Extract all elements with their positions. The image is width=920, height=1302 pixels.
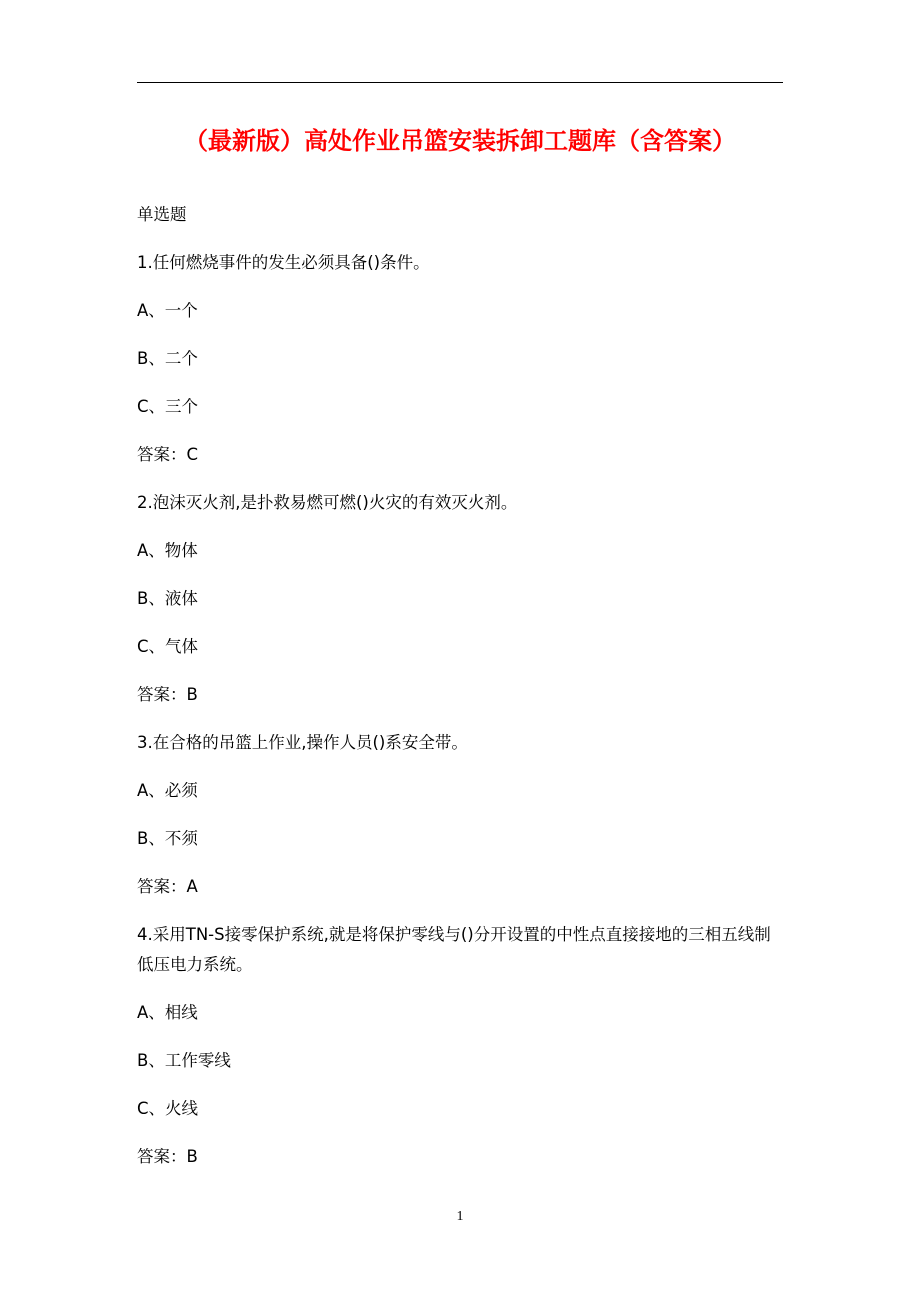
question-text: 3.在合格的吊篮上作业,操作人员()系安全带。 bbox=[137, 733, 468, 752]
question-text: 4.采用TN-S接零保护系统,就是将保护零线与()分开设置的中性点直接接地的三相五线制低压电力系统。 bbox=[137, 925, 771, 974]
answer: 答案：B bbox=[137, 1147, 198, 1166]
option: A、一个 bbox=[137, 301, 198, 320]
option: A、必须 bbox=[137, 781, 198, 800]
question-list bbox=[137, 203, 785, 1193]
header-rule bbox=[137, 82, 783, 83]
question-text: 2.泡沫灭火剂,是扑救易燃可燃()火灾的有效灭火剂。 bbox=[137, 493, 518, 512]
option: B、二个 bbox=[137, 349, 198, 368]
document-title: （最新版）高处作业吊篮安装拆卸工题库（含答案） bbox=[184, 127, 736, 155]
option: B、液体 bbox=[137, 589, 198, 608]
option: B、不须 bbox=[137, 829, 198, 848]
page-number: 1 bbox=[456, 1209, 464, 1224]
section-label: 单选题 bbox=[137, 205, 187, 224]
option: C、三个 bbox=[137, 397, 199, 416]
option: A、物体 bbox=[137, 541, 198, 560]
question-text: 1.任何燃烧事件的发生必须具备()条件。 bbox=[137, 253, 430, 272]
option: C、火线 bbox=[137, 1099, 199, 1118]
answer: 答案：B bbox=[137, 685, 198, 704]
answer: 答案：A bbox=[137, 877, 198, 896]
answer: 答案：C bbox=[137, 445, 199, 464]
option: C、气体 bbox=[137, 637, 199, 656]
option: B、工作零线 bbox=[137, 1051, 231, 1070]
option: A、相线 bbox=[137, 1003, 198, 1022]
